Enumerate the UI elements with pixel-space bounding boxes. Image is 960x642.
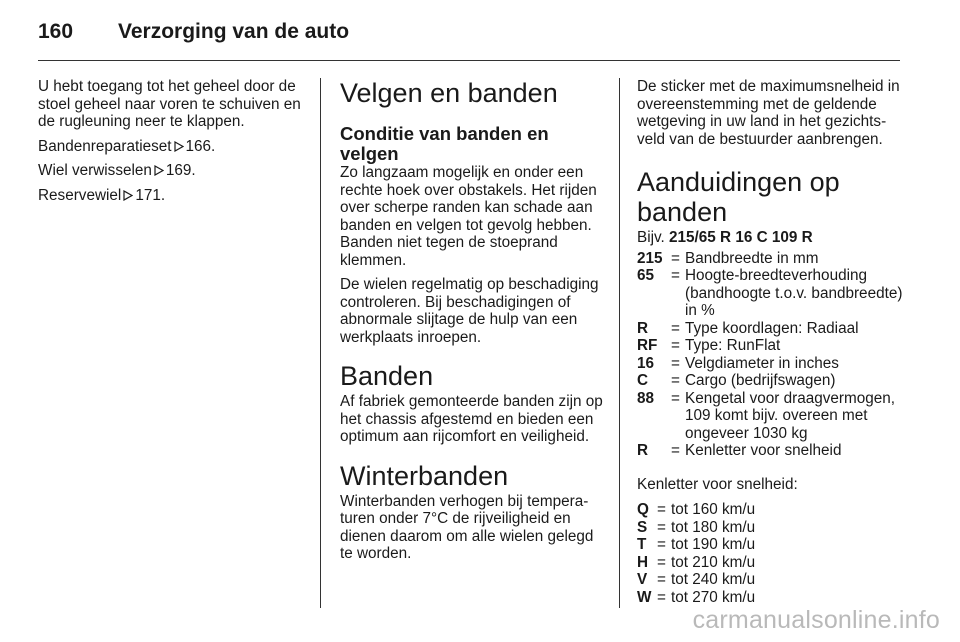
paragraph: De wielen regelmatig op beschadiging controleren. Bij beschadigingen of abnormale slijtage de hulp van een werkplaats inroepen. [340, 276, 599, 346]
definition-row [637, 320, 905, 338]
reference-label: Reservewiel [38, 186, 122, 204]
speed-letter: Q [637, 501, 649, 518]
speed-row [637, 536, 905, 554]
tire-code-definitions [637, 250, 905, 460]
paragraph: De sticker met de maximumsnelheid in overeenstemming met de geldende wetgeving in uw land in het gezichtsveld van de bestuurder aanbrengen. [637, 78, 900, 148]
watermark: carmanualsonline.info [692, 606, 940, 634]
equals-sign: = [671, 249, 680, 267]
tire-code-example [637, 229, 905, 247]
paragraph: Af fabriek gemonteerde banden zijn op het chassis afgestemd en bieden een optimum aan rijcomfort en veiligheid. [340, 393, 603, 445]
definition-value: Bandbreedte in mm [685, 249, 819, 267]
definition-row [637, 442, 905, 460]
definition-value: Kenletter voor snelheid [685, 442, 842, 459]
equals-sign: = [657, 518, 666, 536]
example-code: 215/65 R 16 C 109 R [669, 229, 813, 246]
definition-key: R [637, 442, 649, 459]
speed-letter: V [637, 571, 648, 588]
definition-key: 16 [637, 354, 655, 372]
column-divider-left [320, 78, 321, 608]
equals-sign: = [671, 372, 680, 389]
equals-sign: = [657, 588, 666, 606]
definition-value: Hoogte-breedteverhouding (bandhoogte t.o.v. bandbreedte) in % [685, 267, 903, 319]
page-number: 160 [38, 20, 74, 43]
paragraph: Zo langzaam mogelijk en onder een rechte hoek over obstakels. Het rijden over scherpe randen kan schade aan banden en velgen tot gevolg hebben. Banden niet tegen de stoeprand klemmen. [340, 164, 597, 269]
speed-value: tot 240 km/u [671, 571, 756, 588]
heading-velgen-en-banden: Velgen en banden [340, 78, 558, 108]
cross-reference[interactable] [38, 162, 310, 180]
definition-value: Kengetal voor draagvermogen, 109 komt bijv. overeen met ongeveer 1030 kg [685, 389, 896, 442]
page-title: Verzorging van de auto [118, 20, 350, 43]
speed-letter: H [637, 553, 649, 571]
equals-sign: = [671, 267, 680, 284]
definition-row [637, 337, 905, 355]
speed-row [637, 571, 905, 589]
equals-sign: = [671, 337, 680, 354]
header-rule [38, 60, 900, 61]
reference-page: 169. [165, 162, 196, 179]
column-3 [637, 78, 905, 613]
heading-conditie: Conditie van banden en velgen [340, 123, 549, 164]
definition-key: 65 [637, 267, 655, 284]
equals-sign: = [657, 501, 666, 518]
equals-sign: = [671, 354, 680, 372]
page-reference-icon [123, 190, 133, 201]
column-1 [38, 78, 310, 211]
reference-label: Wiel verwisselen [38, 162, 152, 179]
equals-sign: = [657, 553, 666, 571]
definition-value: Type koordlagen: Radiaal [685, 319, 859, 337]
speed-row [637, 589, 905, 607]
definition-key: R [637, 319, 649, 337]
equals-sign: = [657, 571, 666, 588]
speed-row [637, 501, 905, 519]
speed-rating-intro: Kenletter voor snelheid: [637, 475, 798, 493]
equals-sign: = [671, 442, 680, 459]
paragraph: U hebt toegang tot het geheel door de stoel geheel naar voren te schuiven en de rugleuning neer te klappen. [38, 78, 301, 130]
definition-key: RF [637, 337, 658, 354]
speed-letter: W [637, 588, 652, 606]
speed-row [637, 519, 905, 537]
definition-value: Cargo (bedrijfswagen) [685, 372, 836, 389]
definition-value: Type: RunFlat [685, 337, 781, 354]
definition-key: C [637, 372, 649, 389]
definition-key: 88 [637, 389, 655, 407]
reference-page: 166. [185, 137, 216, 155]
speed-value: tot 160 km/u [671, 501, 756, 518]
equals-sign: = [671, 389, 680, 407]
speed-value: tot 270 km/u [671, 588, 756, 606]
equals-sign: = [671, 319, 680, 337]
column-divider-right [619, 78, 620, 608]
definition-value: Velgdiameter in inches [685, 354, 839, 372]
cross-reference[interactable] [38, 138, 310, 156]
speed-row [637, 554, 905, 572]
column-2 [340, 78, 606, 570]
definition-row [637, 355, 905, 373]
definition-row [637, 267, 905, 320]
page-reference-icon [154, 165, 164, 176]
example-prefix: Bijv. [637, 229, 665, 246]
heading-aanduidingen: Aanduidingen op banden [637, 167, 840, 227]
definition-row [637, 390, 905, 443]
speed-value: tot 210 km/u [671, 553, 756, 571]
cross-reference[interactable] [38, 187, 310, 205]
speed-rating-list [637, 501, 905, 606]
reference-page: 171. [135, 186, 166, 204]
speed-letter: T [637, 536, 647, 553]
speed-letter: S [637, 518, 648, 536]
heading-winterbanden: Winterbanden [340, 460, 509, 491]
definition-key: 215 [637, 249, 663, 267]
speed-value: tot 180 km/u [671, 518, 756, 536]
page-reference-icon [174, 141, 184, 152]
paragraph: Winterbanden verhogen bij temperaturen onder 7°C de rijveiligheid en dienen daarom om alle wielen gelegd te worden. [340, 492, 594, 562]
speed-value: tot 190 km/u [671, 536, 756, 553]
heading-banden: Banden [340, 361, 434, 391]
definition-row [637, 372, 905, 390]
reference-label: Bandenreparatieset [38, 137, 172, 155]
definition-row [637, 250, 905, 268]
equals-sign: = [657, 536, 666, 553]
